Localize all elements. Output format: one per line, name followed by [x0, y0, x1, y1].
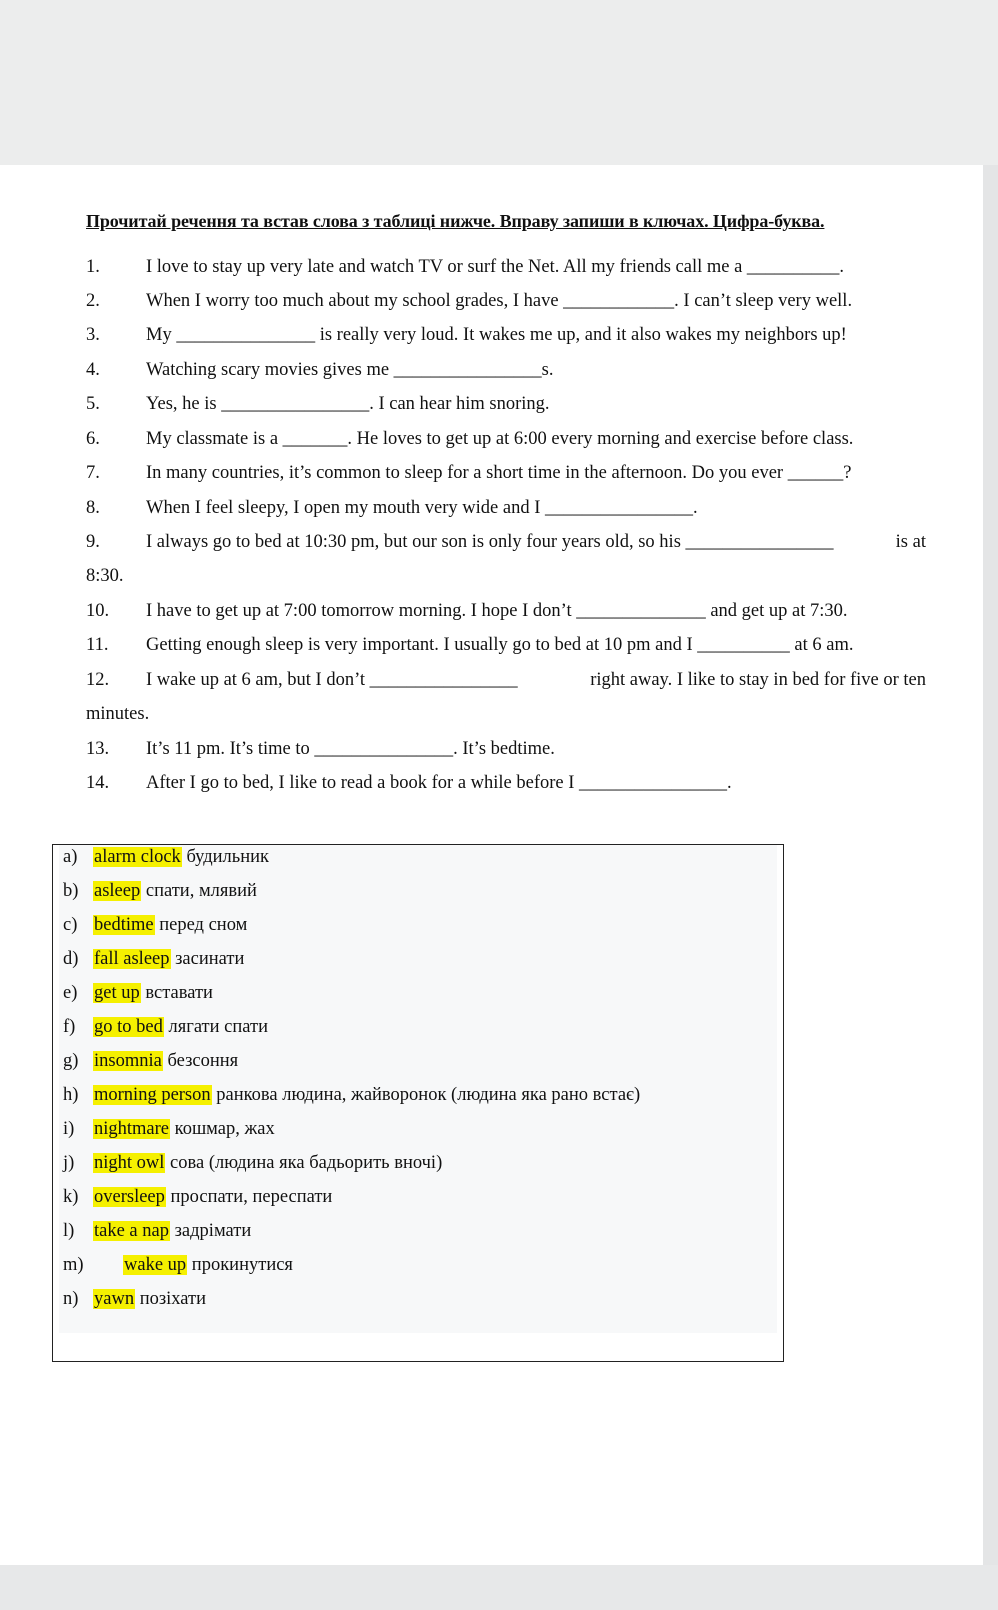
- key-row: [63, 841, 269, 873]
- key-letter: e): [63, 983, 78, 1003]
- question-number: 9.: [86, 532, 100, 552]
- question-text: After I go to bed, I like to read a book for a while before I ________________.: [146, 773, 732, 793]
- key-translation: прокинутися: [191, 1255, 293, 1275]
- key-translation: лягати спати: [168, 1017, 268, 1037]
- key-letter: m): [63, 1255, 84, 1275]
- page-edge: [983, 165, 998, 1565]
- key-row: [63, 943, 244, 975]
- key-row: [63, 1011, 268, 1043]
- key-word: oversleep: [94, 1187, 165, 1207]
- question-text: When I worry too much about my school grades, I have ____________. I can’t sleep very well.: [146, 291, 853, 311]
- key-word: wake up: [124, 1255, 187, 1275]
- question-text: It’s 11 pm. It’s time to _______________. It’s bedtime.: [146, 739, 555, 759]
- word-key-table: [52, 844, 784, 1362]
- key-translation: проспати, переспати: [170, 1187, 333, 1207]
- key-row: [63, 875, 257, 907]
- question-text-part: is at: [895, 532, 926, 552]
- question-number: 13.: [86, 739, 110, 759]
- question-text: My classmate is a _______. He loves to get up at 6:00 every morning and exercise before class.: [146, 429, 854, 449]
- key-row: [63, 1113, 275, 1145]
- question-number: 2.: [86, 291, 100, 311]
- worksheet-heading: Прочитай речення та встав слова з таблиці нижче. Вправу запиши в ключах. Цифра-буква.: [86, 211, 825, 231]
- key-word: get up: [94, 983, 140, 1003]
- question-number: 6.: [86, 429, 100, 449]
- question-text: In many countries, it’s common to sleep for a short time in the afternoon. Do you ever ______?: [146, 463, 852, 483]
- key-row: [63, 1045, 238, 1077]
- key-word: go to bed: [94, 1017, 163, 1037]
- key-word: yawn: [94, 1289, 135, 1309]
- key-row: [63, 1249, 293, 1281]
- key-translation: ранкова людина, жайворонок (людина яка рано встає): [216, 1085, 641, 1105]
- key-translation: позіхати: [139, 1289, 207, 1309]
- key-word: fall asleep: [94, 949, 170, 969]
- question-text: My _______________ is really very loud. It wakes me up, and it also wakes my neighbors up!: [146, 325, 847, 345]
- key-word: night owl: [94, 1153, 165, 1173]
- key-row: [63, 1181, 332, 1213]
- bottom-margin: [0, 1565, 998, 1610]
- key-word: asleep: [94, 881, 141, 901]
- question-text-part: I always go to bed at 10:30 pm, but our son is only four years old, so his ________________: [146, 532, 834, 552]
- key-word: morning person: [94, 1085, 211, 1105]
- question-text: [146, 525, 926, 560]
- question-number: 14.: [86, 773, 110, 793]
- key-letter: n): [63, 1289, 79, 1309]
- key-translation: задрімати: [174, 1221, 252, 1241]
- key-word: insomnia: [94, 1051, 162, 1071]
- question-text: I have to get up at 7:00 tomorrow morning. I hope I don’t ______________ and get up at 7:30.: [146, 601, 848, 621]
- question-number: 11.: [86, 635, 109, 655]
- key-translation: сова (людина яка бадьорить вночі): [165, 1153, 443, 1173]
- question-number: 4.: [86, 360, 100, 380]
- question-number: 7.: [86, 463, 100, 483]
- key-letter: g): [63, 1051, 79, 1071]
- question-continuation: 8:30.: [86, 566, 124, 586]
- question-number: 5.: [86, 394, 100, 414]
- question-number: 12.: [86, 670, 110, 690]
- key-translation: кошмар, жах: [174, 1119, 275, 1139]
- key-translation: спати, млявий: [145, 881, 257, 901]
- question-text-part: right away. I like to stay in bed for five or ten: [590, 670, 926, 690]
- key-word: bedtime: [94, 915, 154, 935]
- key-letter: j): [63, 1153, 75, 1173]
- key-row: [63, 977, 213, 1009]
- question-text: When I feel sleepy, I open my mouth very wide and I ________________.: [146, 498, 698, 518]
- question-text: Watching scary movies gives me ________________s.: [146, 360, 554, 380]
- worksheet-page: [0, 165, 983, 1565]
- key-translation: будильник: [181, 847, 270, 867]
- key-translation: безсоння: [167, 1051, 239, 1071]
- question-text: I love to stay up very late and watch TV or surf the Net. All my friends call me a __________.: [146, 257, 845, 277]
- question-number: 3.: [86, 325, 100, 345]
- key-letter: f): [63, 1017, 76, 1037]
- key-letter: a): [63, 847, 78, 867]
- question-continuation: minutes.: [86, 704, 150, 724]
- key-letter: c): [63, 915, 78, 935]
- key-row: [63, 1215, 251, 1247]
- key-letter: d): [63, 949, 79, 969]
- question-number: 1.: [86, 257, 100, 277]
- key-row: [63, 1079, 640, 1111]
- question-number: 10.: [86, 601, 110, 621]
- key-letter: h): [63, 1085, 79, 1105]
- key-letter: i): [63, 1119, 75, 1139]
- key-letter: l): [63, 1221, 75, 1241]
- question-text: [146, 663, 926, 698]
- key-letter: b): [63, 881, 79, 901]
- key-translation: вставати: [145, 983, 213, 1003]
- key-translation: засинати: [175, 949, 245, 969]
- question-text: Yes, he is ________________. I can hear him snoring.: [146, 394, 550, 414]
- key-word: take a nap: [94, 1221, 169, 1241]
- key-word: alarm clock: [94, 847, 181, 867]
- question-text: Getting enough sleep is very important. I usually go to bed at 10 pm and I __________ at 6 am.: [146, 635, 854, 655]
- key-row: [63, 909, 247, 941]
- key-translation: перед сном: [159, 915, 248, 935]
- key-letter: k): [63, 1187, 79, 1207]
- question-number: 8.: [86, 498, 100, 518]
- question-text-part: I wake up at 6 am, but I don’t ________________: [146, 670, 518, 690]
- key-word: nightmare: [94, 1119, 170, 1139]
- key-row: [63, 1147, 442, 1179]
- key-row: [63, 1283, 206, 1315]
